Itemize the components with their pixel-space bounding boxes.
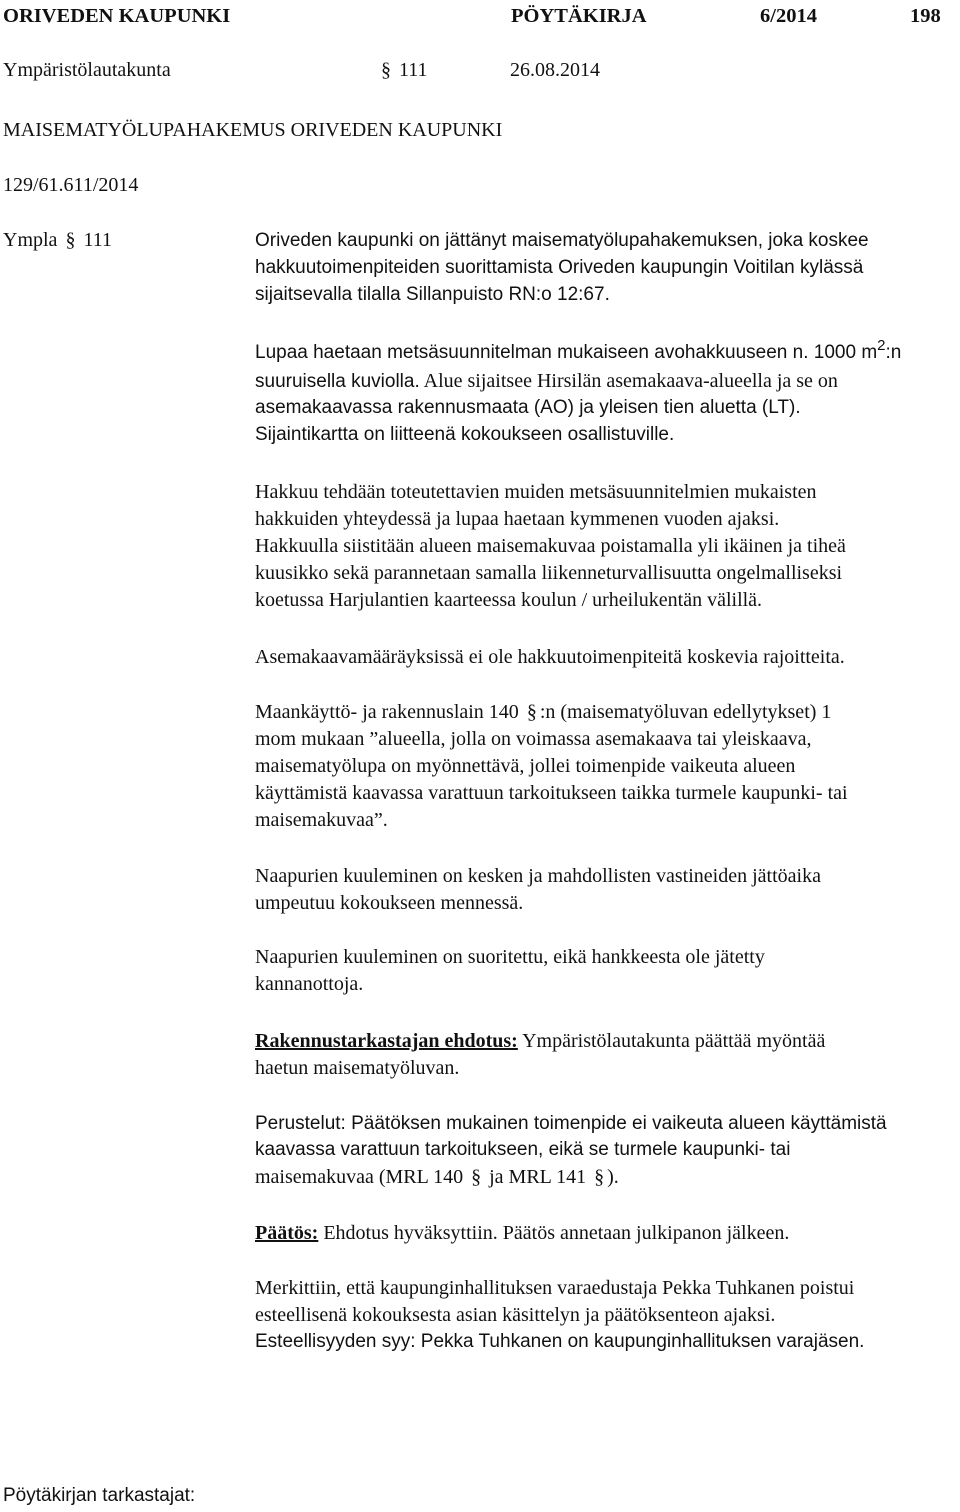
side-label-name: Ympla	[3, 229, 58, 251]
grounds-line-3-text: maisemakuvaa (MRL 140	[255, 1166, 464, 1188]
p5-line-1-text: Maankäyttö- ja rakennuslain 140	[255, 701, 519, 723]
grounds-line-1	[255, 1111, 887, 1136]
header-date: 26.08.2014	[510, 59, 600, 81]
p2-line-2	[255, 369, 838, 394]
grounds-line-3-mid: ja MRL 141	[489, 1166, 587, 1188]
p2-line-4: Sijaintikartta on liitteenä kokoukseen osallistuville.	[255, 424, 675, 445]
proposal-line-1	[255, 1029, 825, 1053]
p1-line-3: sijaitsevalla tilalla Sillanpuisto RN:o 12:67.	[255, 284, 610, 305]
p1-line-1: Oriveden kaupunki on jättänyt maisematyölupahakemuksen, joka koskee	[255, 230, 869, 251]
p3-line-5: koetussa Harjulantien kaarteessa koulun / urheilukentän välillä.	[255, 589, 763, 611]
reference-number: 129/61.611/2014	[3, 174, 139, 196]
header-doc-number: 6/2014	[760, 5, 817, 27]
p5-line-1-suffix: :n (maisematyöluvan edellytykset) 1	[539, 701, 832, 723]
header-city: ORIVEDEN KAUPUNKI	[3, 5, 231, 27]
note-line-1: Merkittiin, että kaupunginhallituksen varaedustaja Pekka Tuhkanen poistui	[255, 1277, 855, 1299]
p5-line-4: käyttämistä kaavassa varattuun tarkoitukseen taikka turmele kaupunki- tai	[255, 782, 848, 804]
section-number: 111	[399, 59, 428, 81]
note-line-2: esteellisenä kokouksesta asian käsittelyn ja päätöksenteon ajaksi.	[255, 1304, 776, 1326]
p5-line-1	[255, 700, 831, 724]
note-line-3: Esteellisyyden syy: Pekka Tuhkanen on kaupunginhallituksen varajäsen.	[255, 1331, 865, 1352]
p6-line-1: Naapurien kuuleminen on kesken ja mahdollisten vastineiden jättöaika	[255, 865, 821, 887]
p2-line-1-suffix: :n	[885, 342, 902, 363]
p3-line-3: Hakkuulla siistitään alueen maisemakuvaa poistamalla yli ikäinen ja tiheä	[255, 535, 846, 557]
document-title: MAISEMATYÖLUPAHAKEMUS ORIVEDEN KAUPUNKI	[3, 119, 503, 141]
header-page-number: 198	[910, 5, 941, 27]
p2-line-1-text: Lupaa haetaan metsäsuunnitelman mukaiseen avohakkuuseen n. 1000 m	[255, 342, 878, 363]
section-symbol: §	[381, 59, 391, 81]
p7-line-1: Naapurien kuuleminen on suoritettu, eikä hankkeesta ole jätetty	[255, 946, 765, 968]
footer-inspectors: Pöytäkirjan tarkastajat:	[3, 1485, 196, 1506]
p2-line-1	[255, 336, 902, 365]
p5-line-2: mom mukaan ”alueella, jolla on voimassa asemakaava tai yleiskaava,	[255, 728, 812, 750]
p2-line-2-serif: Alue sijaitsee Hirsilän asemakaava-alueella ja se on	[419, 370, 838, 392]
p1-line-2: hakkuutoimenpiteiden suorittamista Oriveden kaupungin Voitilan kylässä	[255, 257, 864, 278]
p5-section-symbol: §	[526, 701, 537, 723]
grounds-section-symbol-1: §	[471, 1166, 482, 1188]
side-label	[3, 228, 112, 252]
p4-line-1: Asemakaavamääräyksissä ei ole hakkuutoimenpiteitä koskevia rajoitteita.	[255, 646, 845, 668]
p3-line-1: Hakkuu tehdään toteutettavien muiden metsäsuunnitelmien mukaisten	[255, 481, 817, 503]
grounds-label: Perustelut:	[255, 1113, 346, 1134]
p6-line-2: umpeutuu kokoukseen mennessä.	[255, 892, 524, 914]
proposal-label: Rakennustarkastajan ehdotus:	[255, 1030, 518, 1052]
grounds-line-3	[255, 1165, 619, 1189]
decision-label: Päätös:	[255, 1222, 319, 1244]
grounds-line-2: kaavassa varattuun tarkoitukseen, eikä se turmele kaupunki- tai	[255, 1139, 791, 1160]
p3-line-2: hakkuiden yhteydessä ja lupaa haetaan kymmenen vuoden ajaksi.	[255, 508, 780, 530]
p7-line-2: kannanottoja.	[255, 973, 364, 995]
header-board: Ympäristölautakunta	[3, 59, 171, 81]
side-label-symbol: §	[65, 229, 76, 251]
p2-line-2-sans: suuruisella kuviolla.	[255, 371, 420, 392]
p5-line-5: maisemakuvaa”.	[255, 809, 388, 831]
proposal-text: Ympäristölautakunta päättää myöntää	[517, 1030, 826, 1052]
grounds-line-3-end: ).	[607, 1166, 619, 1188]
decision-line	[255, 1221, 789, 1245]
decision-text: Ehdotus hyväksyttiin. Päätös annetaan julkipanon jälkeen.	[318, 1222, 790, 1244]
p3-line-4: kuusikko sekä parannetaan samalla liikenneturvallisuutta ongelmalliseksi	[255, 562, 843, 584]
p5-line-3: maisematyölupa on myönnettävä, jollei toimenpide vaikeuta alueen	[255, 755, 796, 777]
side-label-number: 111	[83, 229, 112, 251]
grounds-text: Päätöksen mukainen toimenpide ei vaikeuta alueen käyttämistä	[345, 1113, 887, 1134]
grounds-section-symbol-2: §	[594, 1166, 605, 1188]
p2-superscript: 2	[877, 336, 886, 354]
p2-line-3: asemakaavassa rakennusmaata (AO) ja yleisen tien aluetta (LT).	[255, 397, 801, 418]
proposal-line-2: haetun maisematyöluvan.	[255, 1057, 460, 1079]
header-section	[378, 58, 428, 82]
header-doc-type: PÖYTÄKIRJA	[511, 5, 647, 27]
